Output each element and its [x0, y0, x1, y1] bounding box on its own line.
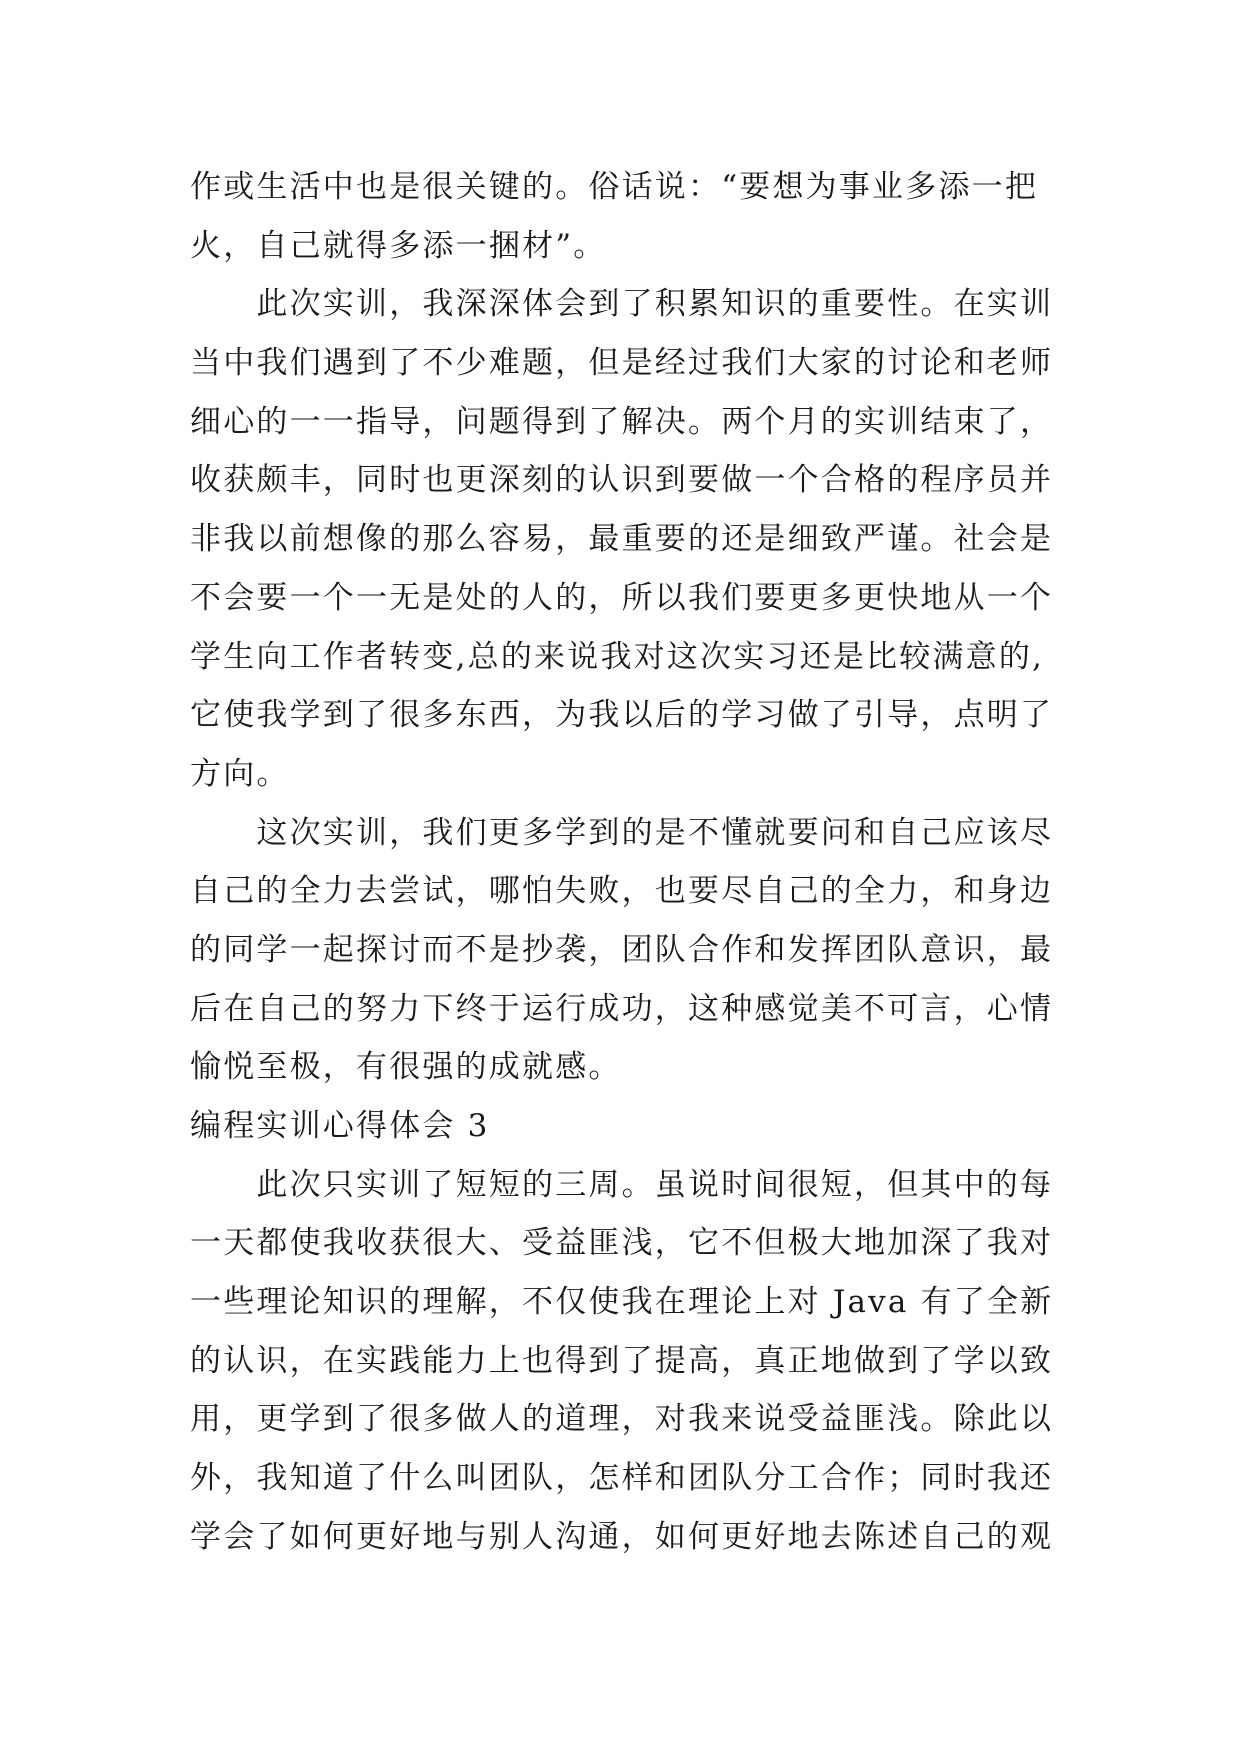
- text-line: 学生向工作者转变,总的来说我对这次实习还是比较满意的,: [190, 638, 1045, 675]
- paragraph-2: [190, 275, 1054, 803]
- section-heading-block: [190, 1097, 1050, 1156]
- text-line: 它使我学到了很多东西，为我以后的学习做了引导，点明了: [190, 697, 1054, 734]
- text-line: 此次实训，我深深体会到了积累知识的重要性。在实训: [190, 286, 1054, 323]
- text-line: 火，自己就得多添一捆材”。: [190, 227, 607, 264]
- text-line: 收获颇丰，同时也更深刻的认识到要做一个合格的程序员并: [190, 462, 1054, 499]
- text-line: 自己的全力去尝试，哪怕失败，也要尽自己的全力，和身边: [190, 873, 1054, 910]
- text-line: 此次只实训了短短的三周。虽说时间很短，但其中的每: [190, 1166, 1054, 1203]
- paragraph-1: [190, 158, 1050, 275]
- text-line: 后在自己的努力下终于运行成功，这种感觉美不可言，心情: [190, 990, 1054, 1027]
- text-line: 非我以前想像的那么容易，最重要的还是细致严谨。社会是: [190, 521, 1054, 558]
- text-line: 一些理论知识的理解，不仅使我在理论上对 Java 有了全新: [190, 1284, 1054, 1321]
- text-line: 一天都使我收获很大、受益匪浅，它不但极大地加深了我对: [190, 1225, 1054, 1262]
- paragraph-4: [190, 1156, 1054, 1567]
- text-line: 当中我们遇到了不少难题，但是经过我们大家的讨论和老师: [190, 345, 1054, 382]
- text-line: 不会要一个一无是处的人的，所以我们要更多更快地从一个: [190, 579, 1054, 616]
- text-line: 外，我知道了什么叫团队，怎样和团队分工合作；同时我还: [190, 1460, 1054, 1497]
- text-line: 作或生活中也是很关键的。俗话说：“要想为事业多添一把: [190, 169, 1039, 205]
- text-line: 细心的一一指导，问题得到了解决。两个月的实训结束了，: [190, 403, 1054, 440]
- text-line: 这次实训，我们更多学到的是不懂就要问和自己应该尽: [190, 814, 1054, 851]
- text-line: 愉悦至极，有很强的成就感。: [190, 1049, 622, 1086]
- text-line: 的同学一起探讨而不是抄袭，团队合作和发挥团队意识，最: [190, 931, 1054, 968]
- text-line: 学会了如何更好地与别人沟通，如何更好地去陈述自己的观: [190, 1518, 1054, 1555]
- paragraph-3: [190, 804, 1054, 1097]
- document-body: [190, 158, 1054, 1567]
- section-heading: 编程实训心得体会 3: [190, 1108, 490, 1144]
- text-line: 用，更学到了很多做人的道理，对我来说受益匪浅。除此以: [190, 1401, 1054, 1438]
- text-line: 方向。: [190, 755, 290, 792]
- text-line: 的认识，在实践能力上也得到了提高，真正地做到了学以致: [190, 1342, 1054, 1379]
